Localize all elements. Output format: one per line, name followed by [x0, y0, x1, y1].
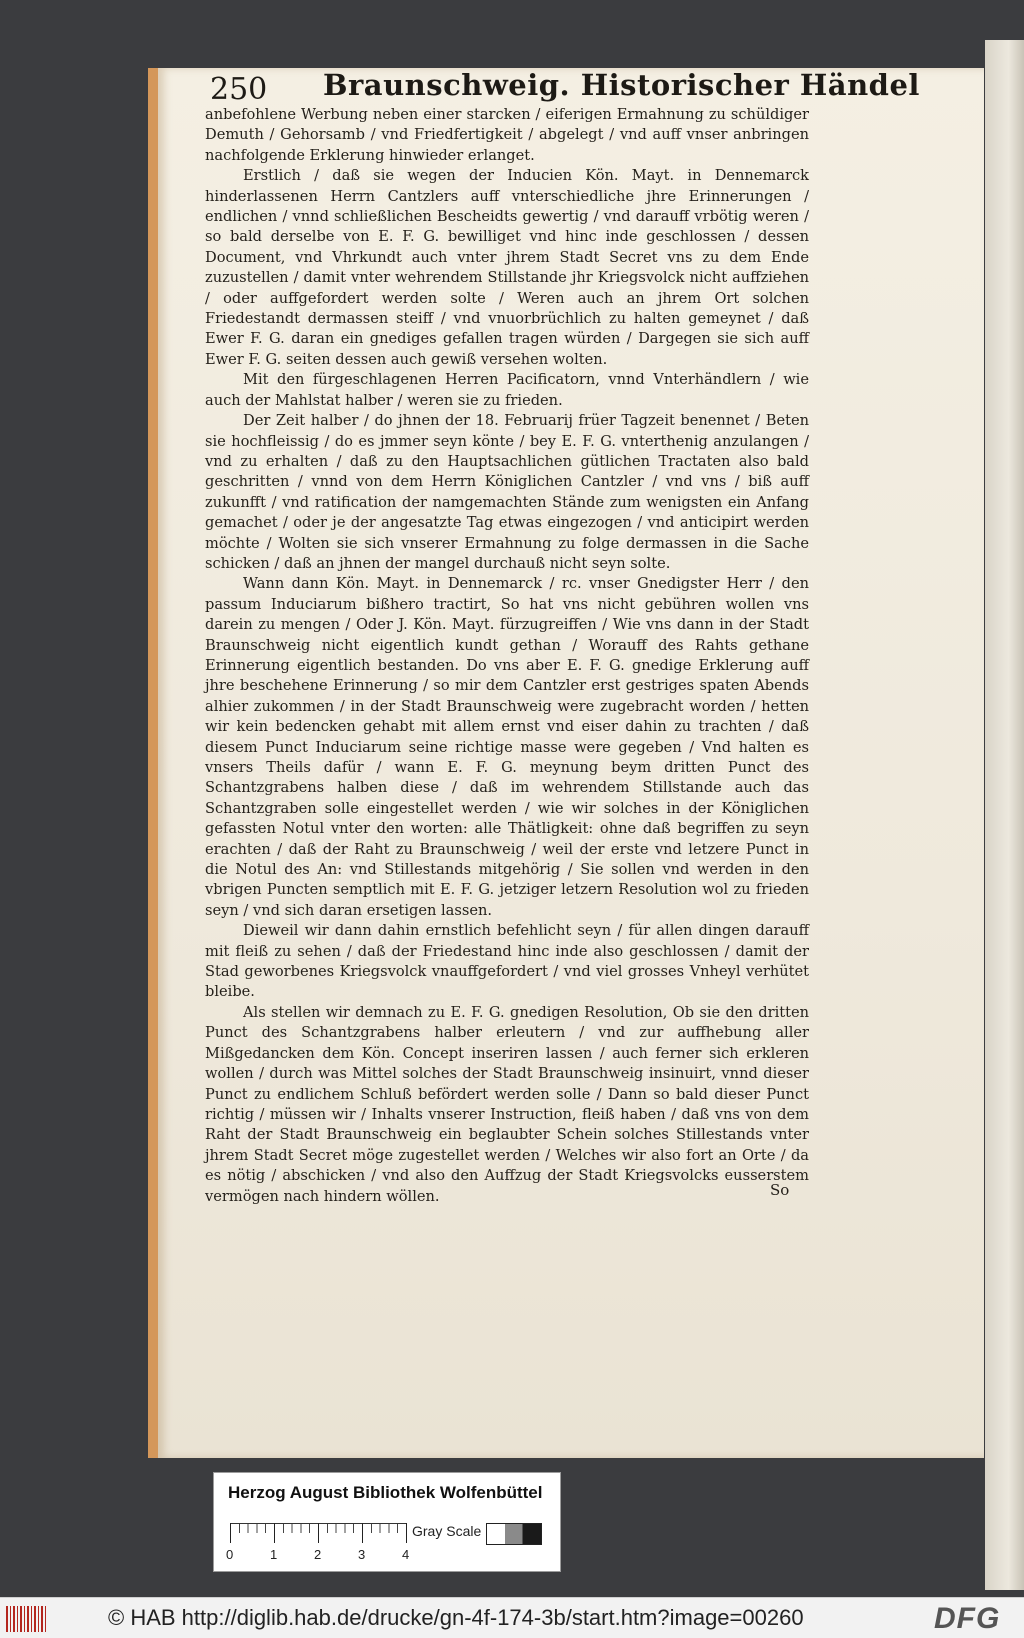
paragraph: Erstlich / daß sie wegen der Inducien Kön. Mayt. in Dennemarck hinderlassenen Herrn Cantzlers auff vnterschiedliche jhre Erinnerungen / endlichen / vnnd schließlichen Bescheidts gewertig / vnd darauff vrbötig weren / so bald derselbe von E. F. G. bewilliget vnd hinc inde geschlossen / dessen Document, vnd Vhrkundt auch vnter jhrem Stadt Secret vns zu dem Ende zuzustellen / damit vnter wehrendem Stillstande jhr Kriegsvolck nicht auffziehen / oder auffgefordert werden solte / Weren auch an jhrem Ort solchen Friedestandt dermassen steiff / vnd vnuorbrüchlich zu halten gemeynet / daß Ewer F. G. daran ein gnediges gefallen tragen würden / Dargegen sie sich auff Ewer F. G. seiten dessen auch gewiß versehen wolten.	[205, 167, 809, 368]
calibration-card	[213, 1472, 561, 1572]
ruler-tick	[274, 1523, 275, 1543]
ruler-number: 2	[314, 1547, 322, 1562]
adjacent-page-edge	[985, 40, 1024, 1590]
paragraph: Mit den fürgeschlagenen Herren Pacificatorn, vnnd Vnterhändlern / wie auch der Mahlstat halber / weren sie zu frieden.	[205, 371, 809, 409]
gray-scale-label: Gray Scale	[412, 1523, 482, 1539]
ruler-tick	[362, 1523, 363, 1543]
ruler-tick	[318, 1523, 319, 1543]
catchword: So	[770, 1181, 790, 1199]
paragraph: Der Zeit halber / do jhnen der 18. Februarij früer Tagzeit benennet / Beten sie hochfleissig / do es jmmer seyn könte / bey E. F. G. vnterthenig anzulangen / vnd zu erhalten / daß zu den Hauptsachlichen gütlichen Tractaten also bald geschritten / vnnd von dem Herrn Königlichen Cantzler / vnd vns / biß auff zukunfft / vnd ratification der namgemachten Stände zum wenigsten ein Anfang gemachet / oder je der angesatzte Tag etwas eingezogen / vnd anticipirt werden möchte / Wolten sie sich vnserer Ermahnung zu folge dermassen in die Sache schicken / daß an jhnen der mangel durchauß nicht seyn solte.	[205, 412, 809, 572]
body-text	[205, 105, 809, 1207]
ruler-number: 4	[402, 1547, 410, 1562]
gray-scale-swatch	[486, 1523, 542, 1545]
running-title: Braunschweig. Historischer Händel	[323, 68, 920, 102]
page-number: 250	[210, 72, 268, 107]
ruler-number: 0	[226, 1547, 234, 1562]
footer-bar	[0, 1597, 1024, 1638]
paragraph: anbefohlene Werbung neben einer starcken / eiferigen Ermahnung zu schüldiger Demuth / Gehorsamb / vnd Friedfertigkeit / abgelegt / vnd auff vnser anbringen nachfolgende Erklerung hinwieder erlanget.	[205, 106, 809, 164]
ruler-number: 3	[358, 1547, 366, 1562]
ruler-number: 1	[270, 1547, 278, 1562]
ruler-tick	[406, 1523, 407, 1543]
library-name: Herzog August Bibliothek Wolfenbüttel	[228, 1483, 543, 1502]
paragraph: Als stellen wir demnach zu E. F. G. gnedigen Resolution, Ob sie den dritten Punct des Schantzgrabens halber erleutern / vnd zur auffhebung aller Mißgedancken dem Kön. Concept inseriren lassen / auch ferner sich erkleren wollen / durch was Mittel solches der Stadt Braunschweig insinuirt, vnnd dieser Punct zu endlichem Schluß befördert werden solle / Dann so bald dieser Punct richtig / müssen wir / Inhalts vnserer Instruction, fleiß haben / daß vns von dem Raht der Stadt Braunschweig ein beglaubter Schein solches Stillestands vnter jhrem Stadt Secret möge zugestellet werden / Welches wir also fort an Orte / da es nötig / abschicken / vnd also den Auffzug der Stadt Kriegsvolcks eusserstem vermögen nach hindern wöllen.	[205, 1003, 809, 1205]
dfg-logo: DFG	[934, 1602, 1001, 1635]
copyright-url[interactable]: © HAB http://diglib.hab.de/drucke/gn-4f-174-3b/start.htm?image=00260	[108, 1605, 804, 1630]
paragraph: Wann dann Kön. Mayt. in Dennemarck / rc. vnser Gnedigster Herr / den passum Induciarum bißhero tractirt, So hat vns nicht gebühren wollen vns darein zu mengen / Oder J. Kön. Mayt. fürzugreiffen / Wie vns dann in der Stadt Braunschweig nicht eigentlich kundt gethan / Worauff des Rahts gethane Erinnerung eigentlich bestanden. Do vns aber E. F. G. gnedige Erklerung auff jhre beschehene Erinnerung / so mir dem Cantzler erst gestriges spaten Abends alhier zukommen / in der Stadt Braunschweig were zugebracht worden / hetten wir kein bedencken gehabt mit allem ernst vnd eiser dahin zu trachten / daß diesem Punct Induciarum seine richtige masse were gegeben / Vnd halten es vnsers Theils dafür / wann E. F. G. meynung beym dritten Punct des Schantzgrabens halben diese / daß im wehrendem Stillstande auch das Schantzgraben solle eingestellet werden / wie wir solches in der Königlichen gefassten Notul vnter den worten: alle Thätligkeit: ohne daß begriffen zu seyn erachten / daß der Raht zu Braunschweig / weil der erste vnd letzere Punct in die Notul des An: vnd Stillestands mitgehörig / Sie sollen vnd werden in den vbrigen Puncten semptlich mit E. F. G. jetziger letzern Resolution wol zu frieden seyn / vnd sich daran ersetigen lassen.	[205, 575, 809, 919]
ruler-tick	[230, 1523, 231, 1543]
barcode-icon	[6, 1606, 46, 1632]
paragraph: Dieweil wir dann dahin ernstlich befehlicht seyn / für allen dingen darauff mit fleiß zu sehen / daß der Friedestand hinc inde also geschlossen / damit der Stad geworbenes Kriegsvolck vnauffgefordert / vnd viel grosses Vnheyl verhütet bleibe.	[205, 922, 809, 1001]
